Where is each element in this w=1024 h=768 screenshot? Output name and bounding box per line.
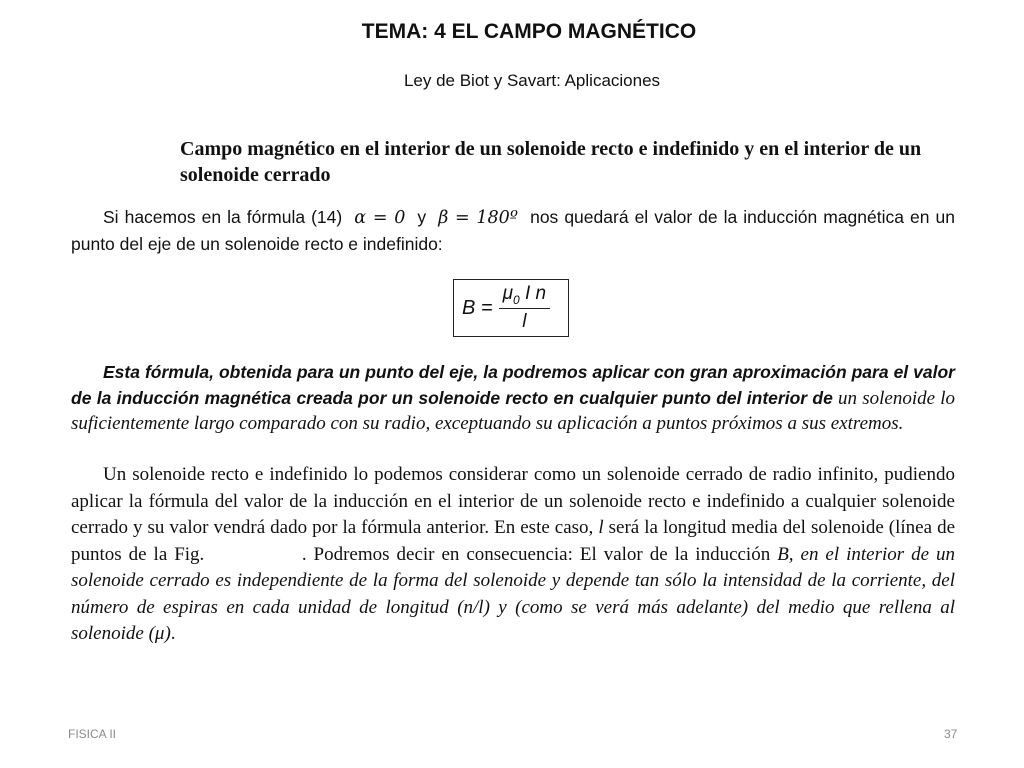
section-heading: Campo magnético en el interior de un solenoide recto e indefinido y en el interior de un solenoide cerrado	[180, 138, 922, 186]
induction-symbol: B	[777, 543, 789, 565]
beta-condition: β = 180º	[438, 208, 519, 228]
closed-text-1: Un solenoide recto e indefinido lo podemos considerar como un solenoide cerrado de radio infinito, pudiendo aplicar la fórmula del valor de la inducción en el interior de un solenoide recto e indefinido a cualquier solenoide cerrado y su valor vendrá dado por la fórmula anterior. En este caso,	[71, 464, 955, 538]
slide-title: TEMA: 4 EL CAMPO MAGNÉTICO	[361, 20, 697, 43]
closed-text-end: .	[170, 623, 176, 644]
approximation-rest: un solenoide lo suficientemente largo comparado con su radio, exceptuando su aplicación a puntos próximos a sus extremos.	[71, 387, 956, 434]
closed-text-3: . Podremos decir en consecuencia: El valor de la inducción	[301, 543, 771, 565]
approximation-lead: Esta fórmula, obtenida para un punto del eje, la podremos aplicar con gran aproximación para el valor de la inducción magnética creada por un solenoide recto en cualquier punto del interior de	[71, 362, 955, 408]
formula-numerator-rest: I n	[519, 283, 547, 305]
formula-denominator: l	[522, 310, 527, 332]
footer-course: FISICA II	[68, 727, 117, 741]
intro-text-before: Si hacemos en la fórmula (14)	[103, 207, 343, 227]
permeability-symbol: (μ)	[148, 623, 171, 644]
turn-density: (n/l)	[457, 596, 490, 618]
closed-text-2: será la longitud media del solenoide (línea de puntos de la Fig.	[71, 517, 955, 565]
formula-fraction	[499, 283, 551, 333]
paragraph-closed-solenoid	[71, 462, 955, 648]
closed-text-4: , en el interior de un solenoide cerrado es independiente de la forma del solenoide y depende tan sólo la intensidad de la corriente, del número de espiras en cada unidad de longitud	[71, 543, 956, 618]
paragraph-intro	[71, 204, 955, 257]
formula-numerator	[499, 283, 551, 309]
formula-lhs: B =	[462, 296, 493, 319]
formula-mu-subscript: 0	[513, 292, 520, 307]
closed-text-5: y (como se verá más adelante) del medio que rellena al solenoide	[71, 596, 955, 644]
formula-mu: μ	[502, 283, 513, 305]
intro-text-after: nos quedará el valor de la inducción magnética en un punto del eje de un solenoide recto e indefinido:	[71, 207, 955, 254]
intro-connector: y	[417, 207, 427, 227]
paragraph-approximation	[71, 360, 955, 437]
solenoid-formula	[453, 279, 569, 337]
alpha-condition: α = 0	[354, 208, 406, 228]
page-number: 37	[944, 727, 958, 741]
length-symbol: l	[598, 517, 604, 538]
slide-subtitle: Ley de Biot y Savart: Aplicaciones	[403, 71, 661, 90]
